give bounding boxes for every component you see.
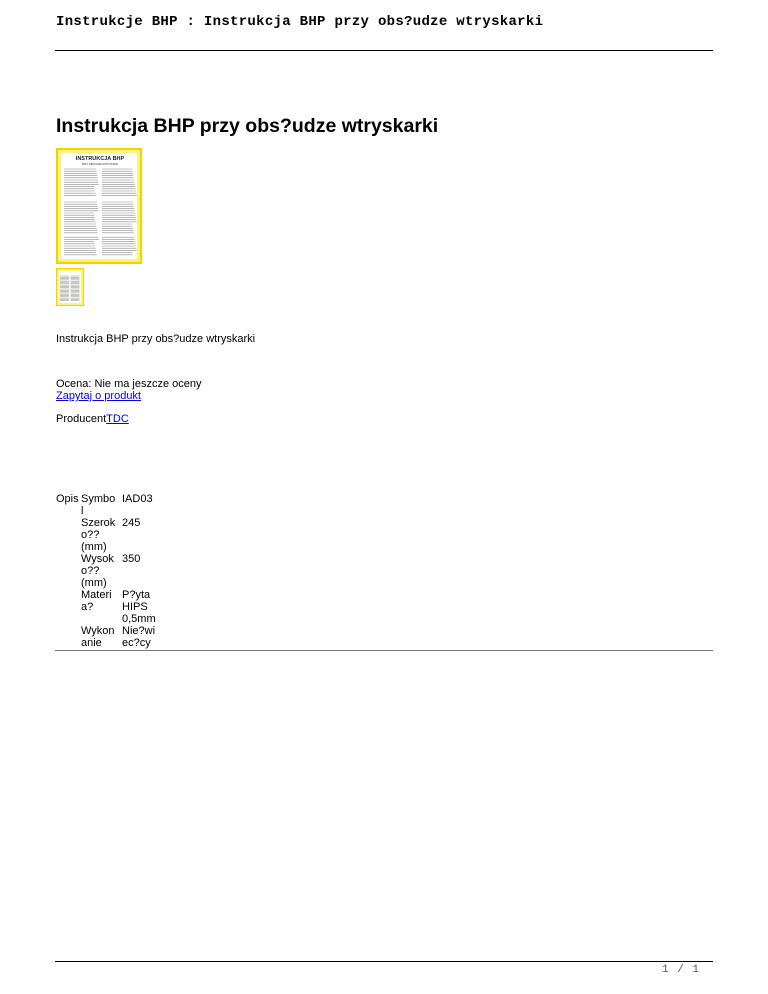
spec-label bbox=[81, 493, 115, 517]
product-image[interactable] bbox=[56, 148, 142, 264]
document-header-title: Instrukcje BHP : Instrukcja BHP przy obs?udze wtryskarki bbox=[56, 14, 544, 30]
thumbnail-page bbox=[59, 271, 81, 303]
spec-value-line: P?yta bbox=[122, 589, 151, 601]
spec-label-line: l bbox=[81, 505, 84, 517]
spec-label-line: o?? bbox=[81, 529, 100, 541]
spec-section-label: Opis bbox=[56, 493, 79, 505]
page-number: 1 / 1 bbox=[662, 964, 701, 976]
spec-value-line: 0,5mm bbox=[122, 613, 156, 625]
page-title: Instrukcja BHP przy obs?udze wtryskarki bbox=[56, 115, 439, 137]
spec-label-line: (mm) bbox=[81, 577, 107, 589]
poster-heading: INSTRUKCJA BHP bbox=[75, 156, 125, 162]
manufacturer-link[interactable]: TDC bbox=[106, 413, 129, 425]
poster-page bbox=[61, 153, 137, 259]
spec-value bbox=[122, 493, 153, 505]
product-thumbnail[interactable] bbox=[56, 268, 84, 306]
ask-about-product-link[interactable]: Zapytaj o produkt bbox=[56, 390, 141, 402]
spec-value-line: 245 bbox=[122, 517, 141, 529]
poster-text-block bbox=[61, 153, 139, 261]
spec-value bbox=[122, 517, 140, 529]
spec-label bbox=[81, 517, 115, 553]
spec-label bbox=[81, 589, 112, 613]
content-divider bbox=[55, 650, 713, 651]
spec-table bbox=[56, 493, 176, 653]
spec-value bbox=[122, 553, 140, 565]
spec-label-line: Szerok bbox=[81, 517, 116, 529]
spec-value-line: ec?cy bbox=[122, 637, 151, 649]
spec-label bbox=[81, 553, 114, 589]
product-name: Instrukcja BHP przy obs?udze wtryskarki bbox=[56, 333, 256, 345]
spec-label-line: anie bbox=[81, 637, 102, 649]
spec-label-line: Materi bbox=[81, 589, 112, 601]
manufacturer-line bbox=[56, 413, 129, 425]
spec-value-line: 350 bbox=[122, 553, 141, 565]
spec-value bbox=[122, 625, 155, 649]
spec-value-line: Nie?wi bbox=[122, 625, 156, 637]
spec-value bbox=[122, 589, 156, 625]
header-divider bbox=[55, 50, 713, 51]
footer-divider bbox=[55, 961, 713, 962]
poster-subheading: PRZY OBSŁUDZE WTRYSKARKI bbox=[81, 163, 119, 166]
spec-label-line: Symbo bbox=[81, 493, 116, 505]
spec-label-line: a? bbox=[81, 601, 94, 613]
rating-text: Ocena: Nie ma jeszcze oceny bbox=[56, 378, 202, 390]
spec-label bbox=[81, 625, 115, 649]
manufacturer-label: Producent bbox=[56, 413, 107, 425]
spec-label-line: Wykon bbox=[81, 625, 115, 637]
thumbnail-text-block bbox=[59, 271, 81, 303]
spec-label-line: Wysok bbox=[81, 553, 114, 565]
spec-label-line: o?? bbox=[81, 565, 100, 577]
spec-value-line: IAD03 bbox=[122, 493, 153, 505]
spec-label-line: (mm) bbox=[81, 541, 107, 553]
spec-value-line: HIPS bbox=[122, 601, 148, 613]
